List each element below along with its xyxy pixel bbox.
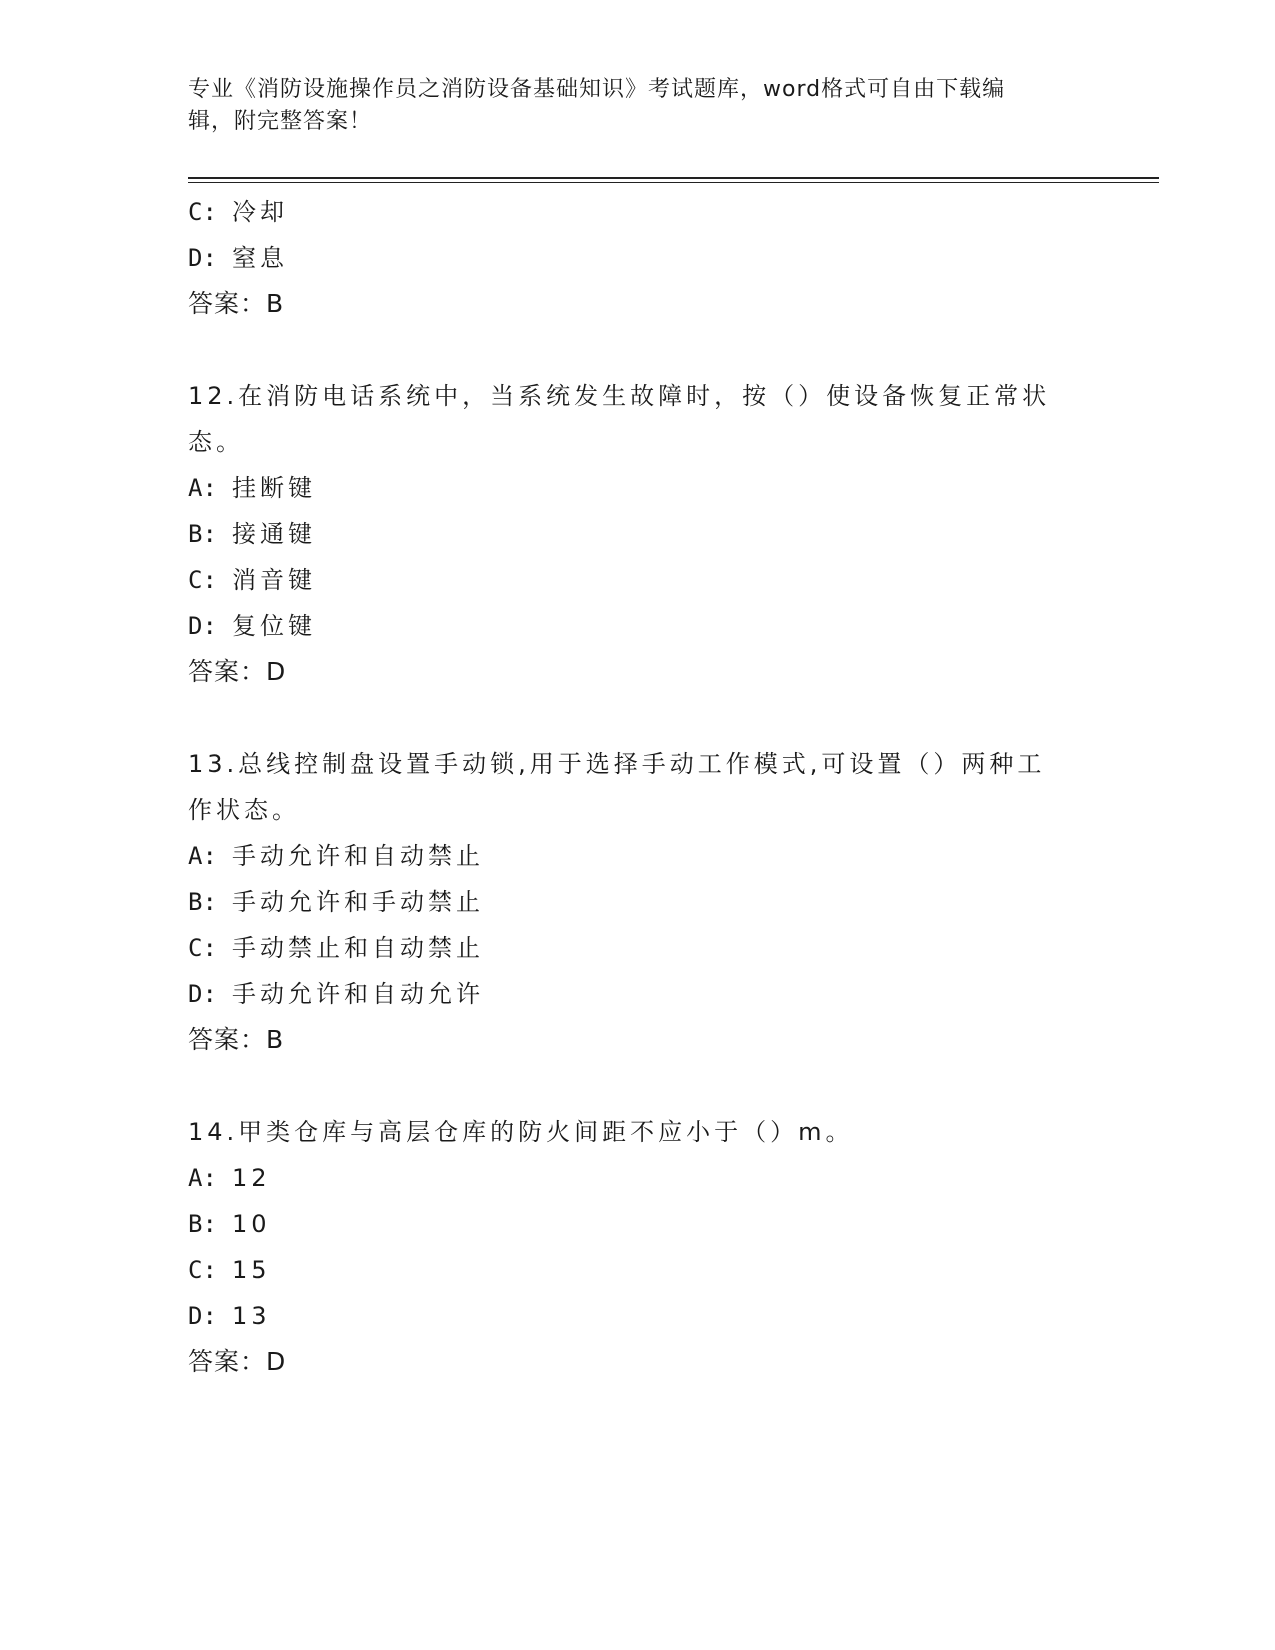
spacer xyxy=(188,695,1088,741)
option-text: 复位键 xyxy=(232,612,316,640)
header-title-line-1: 专业《消防设施操作员之消防设备基础知识》考试题库，word格式可自由下载编 xyxy=(188,77,1006,102)
option-label: B: xyxy=(188,1210,217,1238)
header-divider-thick xyxy=(188,177,1159,179)
option-label: D: xyxy=(188,612,217,640)
header-title-line-2: 辑，附完整答案！ xyxy=(188,109,373,134)
question-stem-line-1: 12.在消防电话系统中，当系统发生故障时，按（）使设备恢复正常状 xyxy=(188,382,1051,410)
question-stem-line-2: 态。 xyxy=(188,428,244,456)
option-a xyxy=(188,465,1088,511)
question-12 xyxy=(188,373,1088,695)
option-label: A: xyxy=(188,1164,217,1192)
option-c xyxy=(188,189,1088,235)
option-text: 12 xyxy=(232,1164,271,1192)
option-b xyxy=(188,879,1088,925)
option-text: 挂断键 xyxy=(232,474,316,502)
option-c xyxy=(188,1247,1088,1293)
header-divider-thin xyxy=(188,182,1159,183)
option-b xyxy=(188,1201,1088,1247)
option-label: A: xyxy=(188,474,217,502)
option-label: D: xyxy=(188,1302,217,1330)
option-text: 手动允许和自动禁止 xyxy=(232,842,484,870)
spacer xyxy=(188,1063,1088,1109)
option-label: C: xyxy=(188,198,217,226)
option-text: 消音键 xyxy=(232,566,316,594)
option-a xyxy=(188,1155,1088,1201)
answer-line: 答案：B xyxy=(188,289,285,318)
option-label: D: xyxy=(188,980,217,1008)
option-d xyxy=(188,603,1088,649)
answer-line: 答案：D xyxy=(188,657,287,686)
option-text: 冷却 xyxy=(232,198,288,226)
option-text: 窒息 xyxy=(232,244,288,272)
option-label: C: xyxy=(188,566,217,594)
question-13 xyxy=(188,741,1088,1063)
option-label: B: xyxy=(188,888,217,916)
option-c xyxy=(188,557,1088,603)
spacer xyxy=(188,327,1088,373)
option-d xyxy=(188,971,1088,1017)
question-stem-line-2: 作状态。 xyxy=(188,796,300,824)
option-label: D: xyxy=(188,244,217,272)
option-label: C: xyxy=(188,934,217,962)
option-label: C: xyxy=(188,1256,217,1284)
option-label: A: xyxy=(188,842,217,870)
question-list xyxy=(188,189,1088,1385)
question-11-continued xyxy=(188,189,1088,327)
question-14 xyxy=(188,1109,1088,1385)
option-text: 手动允许和自动允许 xyxy=(232,980,484,1008)
option-d xyxy=(188,235,1088,281)
option-label: B: xyxy=(188,520,217,548)
option-text: 13 xyxy=(232,1302,271,1330)
option-b xyxy=(188,511,1088,557)
question-stem xyxy=(188,741,1088,833)
option-d xyxy=(188,1293,1088,1339)
question-stem xyxy=(188,373,1088,465)
option-text: 10 xyxy=(232,1210,271,1238)
question-stem-line-1: 14.甲类仓库与高层仓库的防火间距不应小于（）m。 xyxy=(188,1118,854,1146)
answer-line: 答案：D xyxy=(188,1347,287,1376)
option-text: 接通键 xyxy=(232,520,316,548)
option-text: 手动允许和手动禁止 xyxy=(232,888,484,916)
question-stem xyxy=(188,1109,1088,1155)
question-stem-line-1: 13.总线控制盘设置手动锁,用于选择手动工作模式,可设置（）两种工 xyxy=(188,750,1046,778)
option-text: 手动禁止和自动禁止 xyxy=(232,934,484,962)
page-header xyxy=(188,74,1088,138)
option-a xyxy=(188,833,1088,879)
option-c xyxy=(188,925,1088,971)
option-text: 15 xyxy=(232,1256,271,1284)
answer-line: 答案：B xyxy=(188,1025,285,1054)
